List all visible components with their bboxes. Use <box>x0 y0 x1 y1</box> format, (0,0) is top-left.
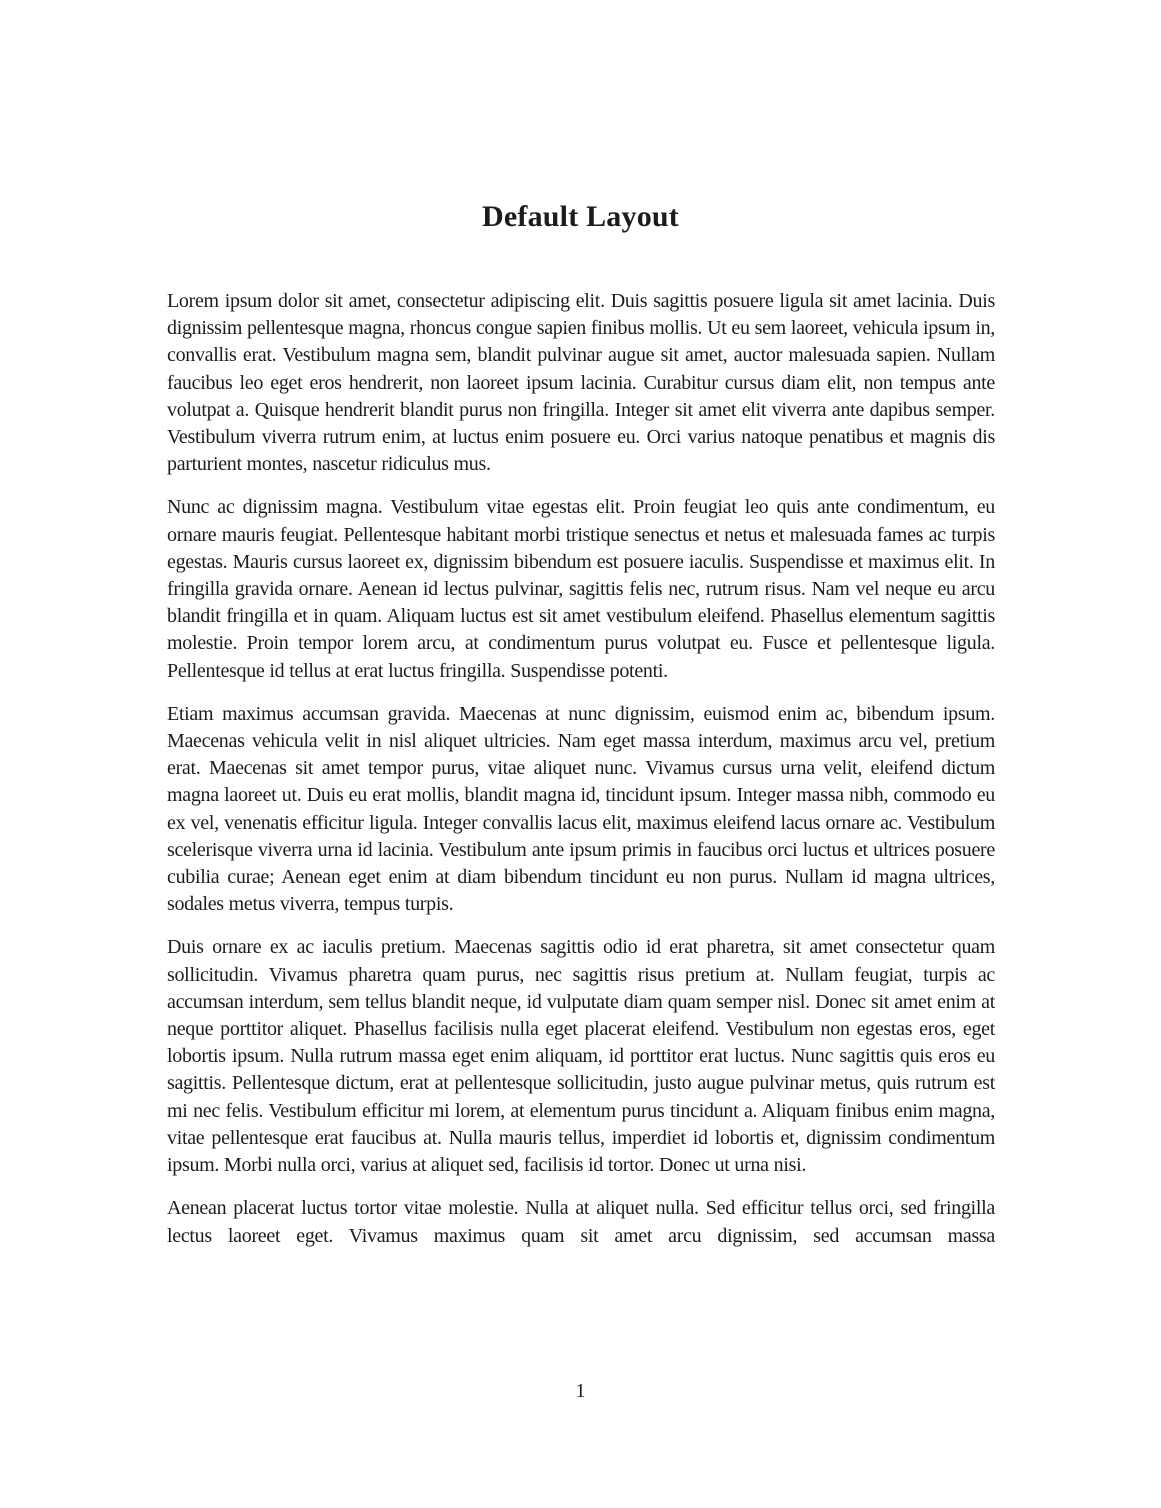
paragraph-2: Nunc ac dignissim magna. Vestibulum vitae egestas elit. Proin feugiat leo quis ante condimentum, eu ornare mauris feugiat. Pellentesque habitant morbi tristique senectus et netus et malesuada fames ac turpis egestas. Mauris cursus laoreet ex, dignissim bibendum est posuere iaculis. Suspendisse et maximus elit. In fringilla gravida ornare. Aenean id lectus pulvinar, sagittis felis nec, rutrum risus. Nam vel neque eu arcu blandit fringilla et in quam. Aliquam luctus est sit amet vestibulum eleifend. Phasellus elementum sagittis molestie. Proin tempor lorem arcu, at condimentum purus volutpat eu. Fusce et pellentesque ligula. Pellentesque id tellus at erat luctus fringilla. Suspendisse potenti. <box>167 496 995 682</box>
document-body <box>167 288 995 1250</box>
page-number: 1 <box>575 1380 586 1402</box>
paragraph-5: Aenean placerat luctus tortor vitae molestie. Nulla at aliquet nulla. Sed efficitur tellus orci, sed fringilla lectus laoreet eget. Vivamus maximus quam sit amet arcu dignissim, sed accumsan massa <box>167 1197 995 1247</box>
document-title: Default Layout <box>482 200 679 233</box>
paragraph-1: Lorem ipsum dolor sit amet, consectetur adipiscing elit. Duis sagittis posuere ligula sit amet lacinia. Duis dignissim pellentesque magna, rhoncus congue sapien finibus mollis. Ut eu sem laoreet, vehicula ipsum in, convallis erat. Vestibulum magna sem, blandit pulvinar augue sit amet, auctor malesuada sapien. Nullam faucibus leo eget eros hendrerit, non laoreet ipsum lacinia. Curabitur cursus diam elit, non tempus ante volutpat a. Quisque hendrerit blandit purus non fringilla. Integer sit amet elit viverra ante dapibus semper. Vestibulum viverra rutrum enim, at luctus enim posuere eu. Orci varius natoque penatibus et magnis dis parturient montes, nascetur ridiculus mus. <box>167 290 995 476</box>
paragraph-4: Duis ornare ex ac iaculis pretium. Maecenas sagittis odio id erat pharetra, sit amet consectetur quam sollicitudin. Vivamus pharetra quam purus, nec sagittis risus pretium at. Nullam feugiat, turpis ac accumsan interdum, sem tellus blandit neque, id vulputate diam quam semper nisl. Donec sit amet enim at neque porttitor aliquet. Phasellus facilisis nulla eget placerat eleifend. Vestibulum non egestas eros, eget lobortis ipsum. Nulla rutrum massa eget enim aliquam, id porttitor erat luctus. Nunc sagittis quis eros eu sagittis. Pellentesque dictum, erat at pellentesque sollicitudin, justo augue pulvinar metus, quis rutrum est mi nec felis. Vestibulum efficitur mi lorem, at elementum purus tincidunt a. Aliquam finibus enim magna, vitae pellentesque erat faucibus at. Nulla mauris tellus, imperdiet id lobortis et, dignissim condimentum ipsum. Morbi nulla orci, varius at aliquet sed, facilisis id tortor. Donec ut urna nisi. <box>167 936 995 1177</box>
paragraph-3: Etiam maximus accumsan gravida. Maecenas at nunc dignissim, euismod enim ac, bibendum ipsum. Maecenas vehicula velit in nisl aliquet ultricies. Nam eget massa interdum, maximus arcu vel, pretium erat. Maecenas sit amet tempor purus, vitae aliquet nunc. Vivamus cursus urna velit, eleifend dictum magna laoreet ut. Duis eu erat mollis, blandit magna id, tincidunt ipsum. Integer massa nibh, commodo eu ex vel, venenatis efficitur ligula. Integer convallis lacus elit, maximus eleifend lacus ornare ac. Vestibulum scelerisque viverra urna id lacinia. Vestibulum ante ipsum primis in faucibus orci luctus et ultrices posuere cubilia curae; Aenean eget enim at diam bibendum tincidunt eu non purus. Nullam id magna ultrices, sodales metus viverra, tempus turpis. <box>167 702 995 916</box>
